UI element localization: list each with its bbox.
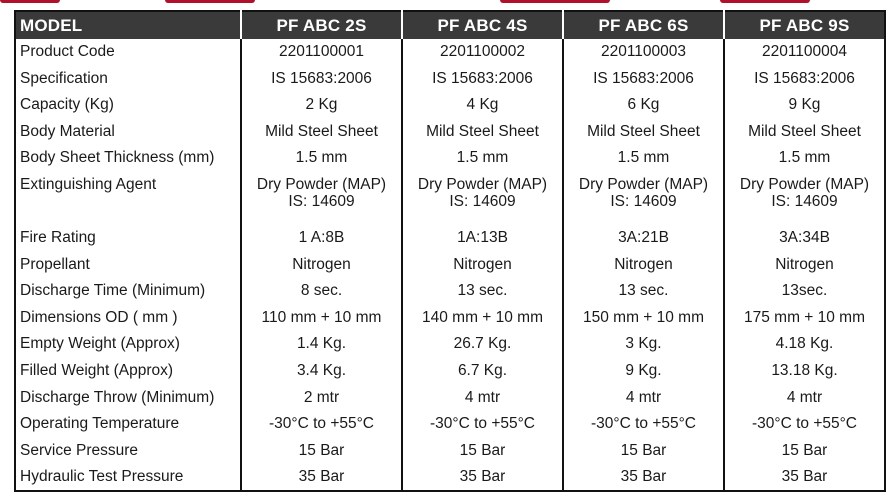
table-row — [15, 119, 885, 146]
table-cell: 35 Bar — [724, 464, 885, 491]
table-cell: -30°C to +55°C — [724, 411, 885, 438]
table-cell: 35 Bar — [402, 464, 563, 491]
table-cell: 1.5 mm — [402, 145, 563, 172]
table-cell: -30°C to +55°C — [563, 411, 724, 438]
row-label: Extinguishing Agent — [20, 175, 157, 193]
table-cell — [563, 172, 724, 225]
table-cell: 4.18 Kg. — [724, 331, 885, 358]
table-row — [15, 225, 885, 252]
table-row — [15, 66, 885, 93]
table-row — [15, 145, 885, 172]
table-cell: 4 mtr — [724, 385, 885, 412]
table-row — [15, 172, 885, 225]
table-row — [15, 278, 885, 305]
table-cell: 2 Kg — [241, 92, 402, 119]
table-cell: 1.4 Kg. — [241, 331, 402, 358]
table-cell: 13 sec. — [563, 278, 724, 305]
spec-table — [14, 10, 886, 492]
table-cell: 4 Kg — [402, 92, 563, 119]
table-cell — [724, 172, 885, 225]
table-cell: Mild Steel Sheet — [241, 119, 402, 146]
header-model-name: PF ABC 4S — [402, 11, 563, 39]
table-cell: 2201100003 — [563, 39, 724, 66]
table-row — [15, 411, 885, 438]
table-cell: Mild Steel Sheet — [724, 119, 885, 146]
header-model-label: MODEL — [15, 11, 241, 39]
table-cell: 4 mtr — [402, 385, 563, 412]
table-cell: 2 mtr — [241, 385, 402, 412]
row-label: Discharge Time (Minimum) — [20, 282, 206, 300]
row-label: Operating Temperature — [20, 415, 180, 433]
row-label: Body Sheet Thickness (mm) — [20, 149, 215, 167]
table-cell: 35 Bar — [241, 464, 402, 491]
row-label: Product Code — [20, 43, 115, 60]
table-cell: 3 Kg. — [563, 331, 724, 358]
table-cell: 9 Kg. — [563, 358, 724, 385]
table-cell: 26.7 Kg. — [402, 331, 563, 358]
table-cell: 1 A:8B — [241, 225, 402, 252]
table-cell: 15 Bar — [241, 438, 402, 465]
table-cell: 1.5 mm — [563, 145, 724, 172]
header-model-name: PF ABC 9S — [724, 11, 885, 39]
top-accent-band — [0, 0, 892, 6]
table-cell: 3A:21B — [563, 225, 724, 252]
table-cell: 1A:13B — [402, 225, 563, 252]
row-label: Hydraulic Test Pressure — [20, 468, 184, 486]
table-cell — [402, 172, 563, 225]
table-row — [15, 385, 885, 412]
table-cell: IS 15683:2006 — [241, 66, 402, 93]
table-row — [15, 252, 885, 279]
table-cell: IS 15683:2006 — [724, 66, 885, 93]
table-cell: 1.5 mm — [241, 145, 402, 172]
row-label: Fire Rating — [20, 228, 96, 246]
table-row — [15, 305, 885, 332]
row-label: Propellant — [20, 255, 90, 273]
cell-line: Dry Powder (MAP) — [739, 175, 870, 193]
table-cell: 150 mm + 10 mm — [563, 305, 724, 332]
table-row — [15, 39, 885, 66]
table-cell: 140 mm + 10 mm — [402, 305, 563, 332]
row-label: Filled Weight (Approx) — [20, 361, 174, 379]
table-cell: 9 Kg — [724, 92, 885, 119]
table-cell: Nitrogen — [563, 252, 724, 279]
cell-line: Dry Powder (MAP) — [417, 175, 548, 193]
accent-stripe — [165, 0, 255, 3]
table-row — [15, 438, 885, 465]
table-cell: 13sec. — [724, 278, 885, 305]
table-cell: 2201100002 — [402, 39, 563, 66]
cell-line: Dry Powder (MAP) — [256, 175, 387, 193]
table-cell: 110 mm + 10 mm — [241, 305, 402, 332]
table-cell: Mild Steel Sheet — [563, 119, 724, 146]
table-cell: 175 mm + 10 mm — [724, 305, 885, 332]
cell-line: IS: 14609 — [288, 192, 355, 210]
row-label: Discharge Throw (Minimum) — [20, 388, 215, 406]
row-label: Empty Weight (Approx) — [20, 335, 180, 353]
table-cell: 8 sec. — [241, 278, 402, 305]
table-cell: IS 15683:2006 — [402, 66, 563, 93]
accent-stripe — [720, 0, 810, 3]
row-label: Dimensions OD ( mm ) — [20, 308, 178, 326]
table-cell: -30°C to +55°C — [402, 411, 563, 438]
table-cell: 15 Bar — [402, 438, 563, 465]
table-cell: 6.7 Kg. — [402, 358, 563, 385]
header-model-name: PF ABC 2S — [241, 11, 402, 39]
table-cell: 13.18 Kg. — [724, 358, 885, 385]
table-cell: Mild Steel Sheet — [402, 119, 563, 146]
table-cell — [241, 172, 402, 225]
row-label: Specification — [20, 69, 108, 87]
table-cell: 1.5 mm — [724, 145, 885, 172]
table-cell: Nitrogen — [241, 252, 402, 279]
accent-stripe — [500, 0, 610, 3]
table-row — [15, 92, 885, 119]
table-row — [15, 464, 885, 491]
table-row — [15, 358, 885, 385]
cell-line: IS: 14609 — [449, 192, 516, 210]
cell-line: Dry Powder (MAP) — [578, 175, 709, 193]
row-label: Body Material — [20, 122, 115, 140]
row-label: Capacity (Kg) — [20, 96, 114, 114]
table-body — [15, 39, 885, 491]
table-cell: Nitrogen — [724, 252, 885, 279]
table-cell: -30°C to +55°C — [241, 411, 402, 438]
table-cell: 2201100001 — [241, 39, 402, 66]
table-cell: 3.4 Kg. — [241, 358, 402, 385]
cell-line: IS: 14609 — [771, 192, 838, 210]
table-cell: 15 Bar — [724, 438, 885, 465]
table-cell: 13 sec. — [402, 278, 563, 305]
table-cell: 15 Bar — [563, 438, 724, 465]
row-label: Service Pressure — [20, 441, 139, 459]
header-row — [15, 11, 885, 39]
header-model-name: PF ABC 6S — [563, 11, 724, 39]
accent-stripe — [0, 0, 60, 3]
table-cell: 4 mtr — [563, 385, 724, 412]
table-cell: 2201100004 — [724, 39, 885, 66]
cell-line: IS: 14609 — [610, 192, 677, 210]
table-row — [15, 331, 885, 358]
table-cell: IS 15683:2006 — [563, 66, 724, 93]
table-cell: 35 Bar — [563, 464, 724, 491]
table-cell: 3A:34B — [724, 225, 885, 252]
table-cell: Nitrogen — [402, 252, 563, 279]
table-cell: 6 Kg — [563, 92, 724, 119]
